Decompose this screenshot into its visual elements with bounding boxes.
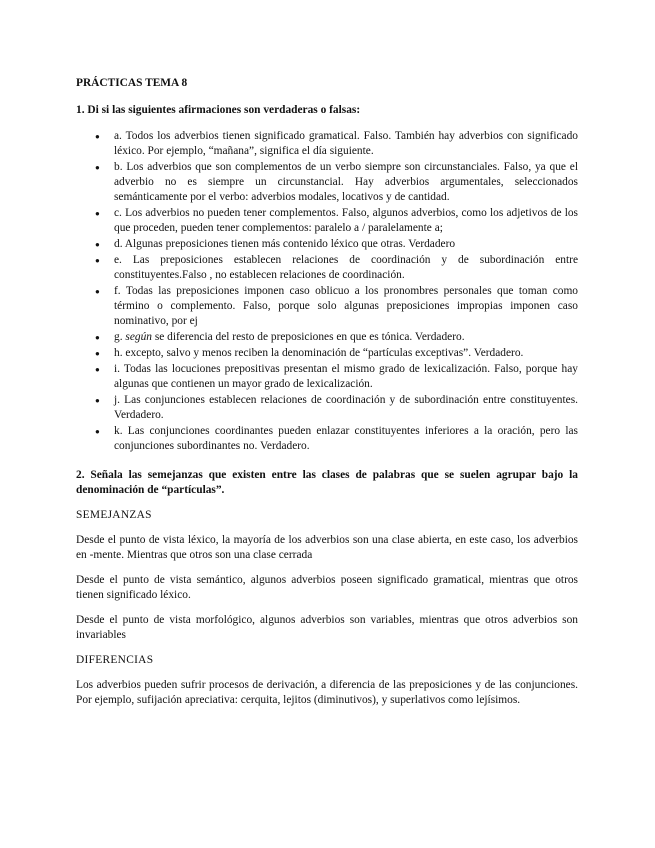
statement-item-f: ● f. Todas las preposiciones imponen caso oblicuo a los pronombres personales que toman como término o complemento. Falso, porque solo algunas preposiciones impropias imponen caso nominativo, por ej (76, 284, 578, 329)
document-page (76, 76, 578, 718)
semejanzas-label: SEMEJANZAS (76, 509, 152, 521)
semejanza-paragraph-semantico: Desde el punto de vista semántico, algunos adverbios poseen significado gramatical, mientras que otros tienen significado léxico. (76, 574, 578, 601)
statement-item-c: ● c. Los adverbios no pueden tener complementos. Falso, algunos adverbios, como los adjetivos de los que proceden, pueden tener complementos: paralelo a / paralelamente a; (76, 206, 578, 236)
statement-item-k: ● k. Las conjunciones coordinantes pueden enlazar constituyentes inferiores a la oración, pero las conjunciones subordinantes no. Verdadero. (76, 424, 578, 454)
page-title: PRÁCTICAS TEMA 8 (76, 77, 188, 89)
statements-list (76, 129, 578, 454)
statement-g-rest: se diferencia del resto de preposiciones en que es tónica. Verdadero. (151, 331, 465, 343)
diferencias-label: DIFERENCIAS (76, 654, 154, 666)
statement-item-j: ● j. Las conjunciones establecen relaciones de coordinación y de subordinación entre constituyentes. Verdadero. (76, 393, 578, 423)
statement-item-a: ● a. Todos los adverbios tienen significado gramatical. Falso. También hay adverbios con significado léxico. Por ejemplo, “mañana”, significa el día siguiente. (76, 129, 578, 159)
statement-g-prefix: g. (114, 331, 126, 343)
question-2-heading: 2. Señala las semejanzas que existen entre las clases de palabras que se suelen agrupar bajo la denominación de “partículas”. (76, 469, 578, 496)
statement-item-i: ● i. Todas las locuciones prepositivas presentan el mismo grado de lexicalización. Falso, porque hay algunas que contienen un mayor grado de lexicalización. (76, 362, 578, 392)
semejanza-paragraph-morfologico: Desde el punto de vista morfológico, algunos adverbios son variables, mientras que otros adverbios son invariables (76, 614, 578, 641)
diferencia-paragraph: Los adverbios pueden sufrir procesos de derivación, a diferencia de las preposiciones y de las conjunciones. Por ejemplo, sufijación apreciativa: cerquita, lejitos (diminutivos), y superlativos como lejísimos. (76, 679, 578, 706)
statement-item-e: ● e. Las preposiciones establecen relaciones de coordinación y de subordinación entre constituyentes.Falso , no establecen relaciones de coordinación. (76, 253, 578, 283)
question-1-heading: 1. Di si las siguientes afirmaciones son verdaderas o falsas: (76, 104, 361, 116)
statement-item-g (76, 330, 578, 345)
statement-item-b: ● b. Los adverbios que son complementos de un verbo siempre son circunstanciales. Falso, ya que el adverbio no es siempre un circunstancial. Hay adverbios argumentales, seleccionados semánticamente por el verbo: adverbios modales, locativos y de cantidad. (76, 160, 578, 205)
semejanza-paragraph-lexico: Desde el punto de vista léxico, la mayoría de los adverbios son una clase abierta, en este caso, los adverbios en -mente. Mientras que otros son una clase cerrada (76, 534, 578, 561)
statement-g-italic-word: según (125, 331, 152, 343)
statement-item-d: ● d. Algunas preposiciones tienen más contenido léxico que otras. Verdadero (76, 237, 578, 252)
statement-item-h: ● h. excepto, salvo y menos reciben la denominación de “partículas exceptivas”. Verdadero. (76, 346, 578, 361)
